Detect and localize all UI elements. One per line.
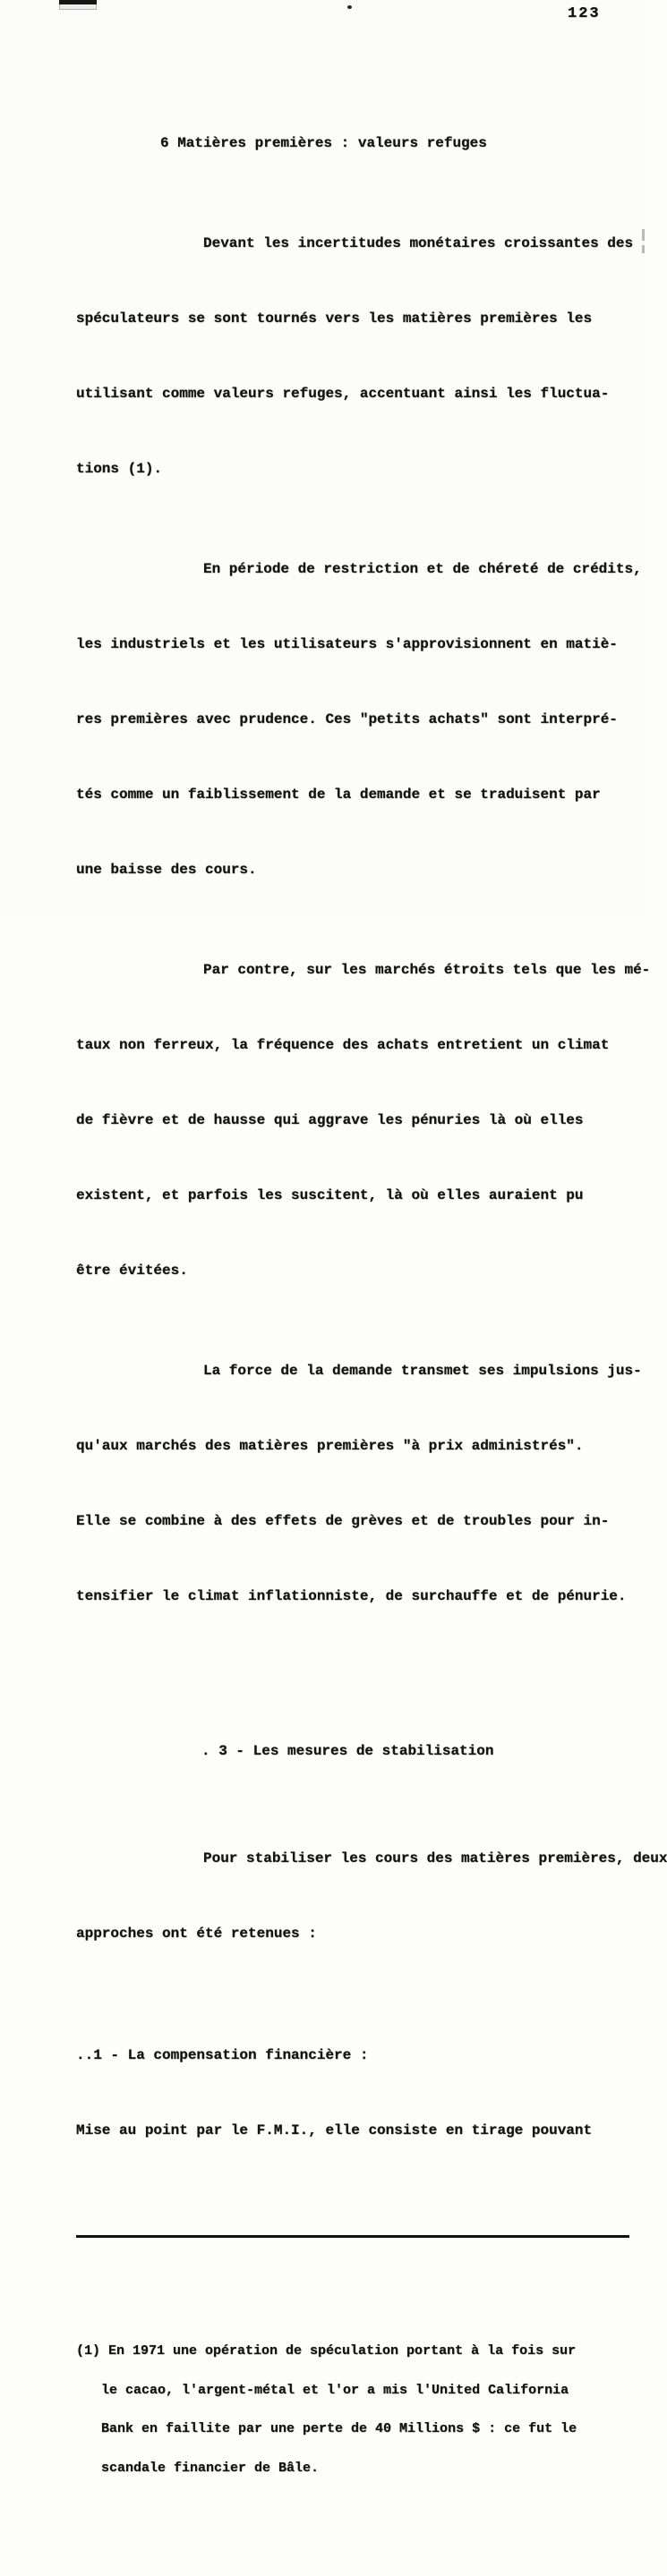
paragraph-line: être évitées. <box>76 1262 188 1279</box>
paragraph-line: les industriels et les utilisateurs s'approvisionnent en matiè- <box>76 636 618 652</box>
paragraph-line: tés comme un faiblissement de la demande et se traduisent par <box>76 786 601 803</box>
scan-smudge-box <box>59 4 97 10</box>
paragraph-line: tions (1). <box>76 461 163 477</box>
sub-point-title: ..1 - La compensation financière : <box>76 2047 369 2063</box>
footnote-line: Bank en faillite par une perte de 40 Millions $ : ce fut le <box>101 2421 577 2436</box>
footnote-line: le cacao, l'argent-métal et l'or a mis l'United California <box>101 2382 569 2398</box>
paragraph-line: utilisant comme valeurs refuges, accentuant ainsi les fluctua- <box>76 386 610 402</box>
paragraph-line: Elle se combine à des effets de grèves et de troubles pour in- <box>76 1513 610 1529</box>
paragraph-line: de fièvre et de hausse qui aggrave les pénuries là où elles <box>76 1112 584 1128</box>
paragraph-line: tensifier le climat inflationniste, de surchauffe et de pénurie. <box>76 1588 627 1604</box>
paragraph-line: Devant les incertitudes monétaires croissantes des <box>203 235 634 251</box>
paragraph-line: approches ont été retenues : <box>76 1926 317 1942</box>
footnote-line: scandale financier de Bâle. <box>101 2460 320 2476</box>
footnote <box>76 2319 644 2501</box>
paragraph-line: existent, et parfois les suscitent, là où elles auraient pu <box>76 1187 584 1203</box>
footnote-divider <box>76 2235 629 2238</box>
paragraph-line: Pour stabiliser les cours des matières premières, deux <box>203 1850 667 1866</box>
page-number: 123 <box>568 5 601 22</box>
footnote-line: (1) En 1971 une opération de spéculation portant à la fois sur <box>76 2343 577 2359</box>
paragraph-line: La force de la demande transmet ses impulsions jus- <box>203 1363 642 1379</box>
subsection-title: . 3 - Les mesures de stabilisation <box>201 1743 494 1759</box>
section-title: 6 Matières premières : valeurs refuges <box>160 135 487 151</box>
paragraph-line: En période de restriction et de chéreté de crédits, <box>203 561 642 577</box>
paragraph-line: spéculateurs se sont tournés vers les matières premières les <box>76 310 593 327</box>
paragraph-line: taux non ferreux, la fréquence des achats entretient un climat <box>76 1037 610 1053</box>
paragraph-line: Par contre, sur les marchés étroits tels que les mé- <box>203 962 651 978</box>
document-body <box>76 55 667 2576</box>
paragraph-line: qu'aux marchés des matières premières "à prix administrés". <box>76 1438 584 1454</box>
paragraph-line: res premières avec prudence. Ces "petits achats" sont interpré- <box>76 711 618 727</box>
paragraph-line: Mise au point par le F.M.I., elle consiste en tirage pouvant <box>76 2122 593 2138</box>
ink-dot <box>347 5 352 9</box>
paragraph-line: une baisse des cours. <box>76 862 257 878</box>
